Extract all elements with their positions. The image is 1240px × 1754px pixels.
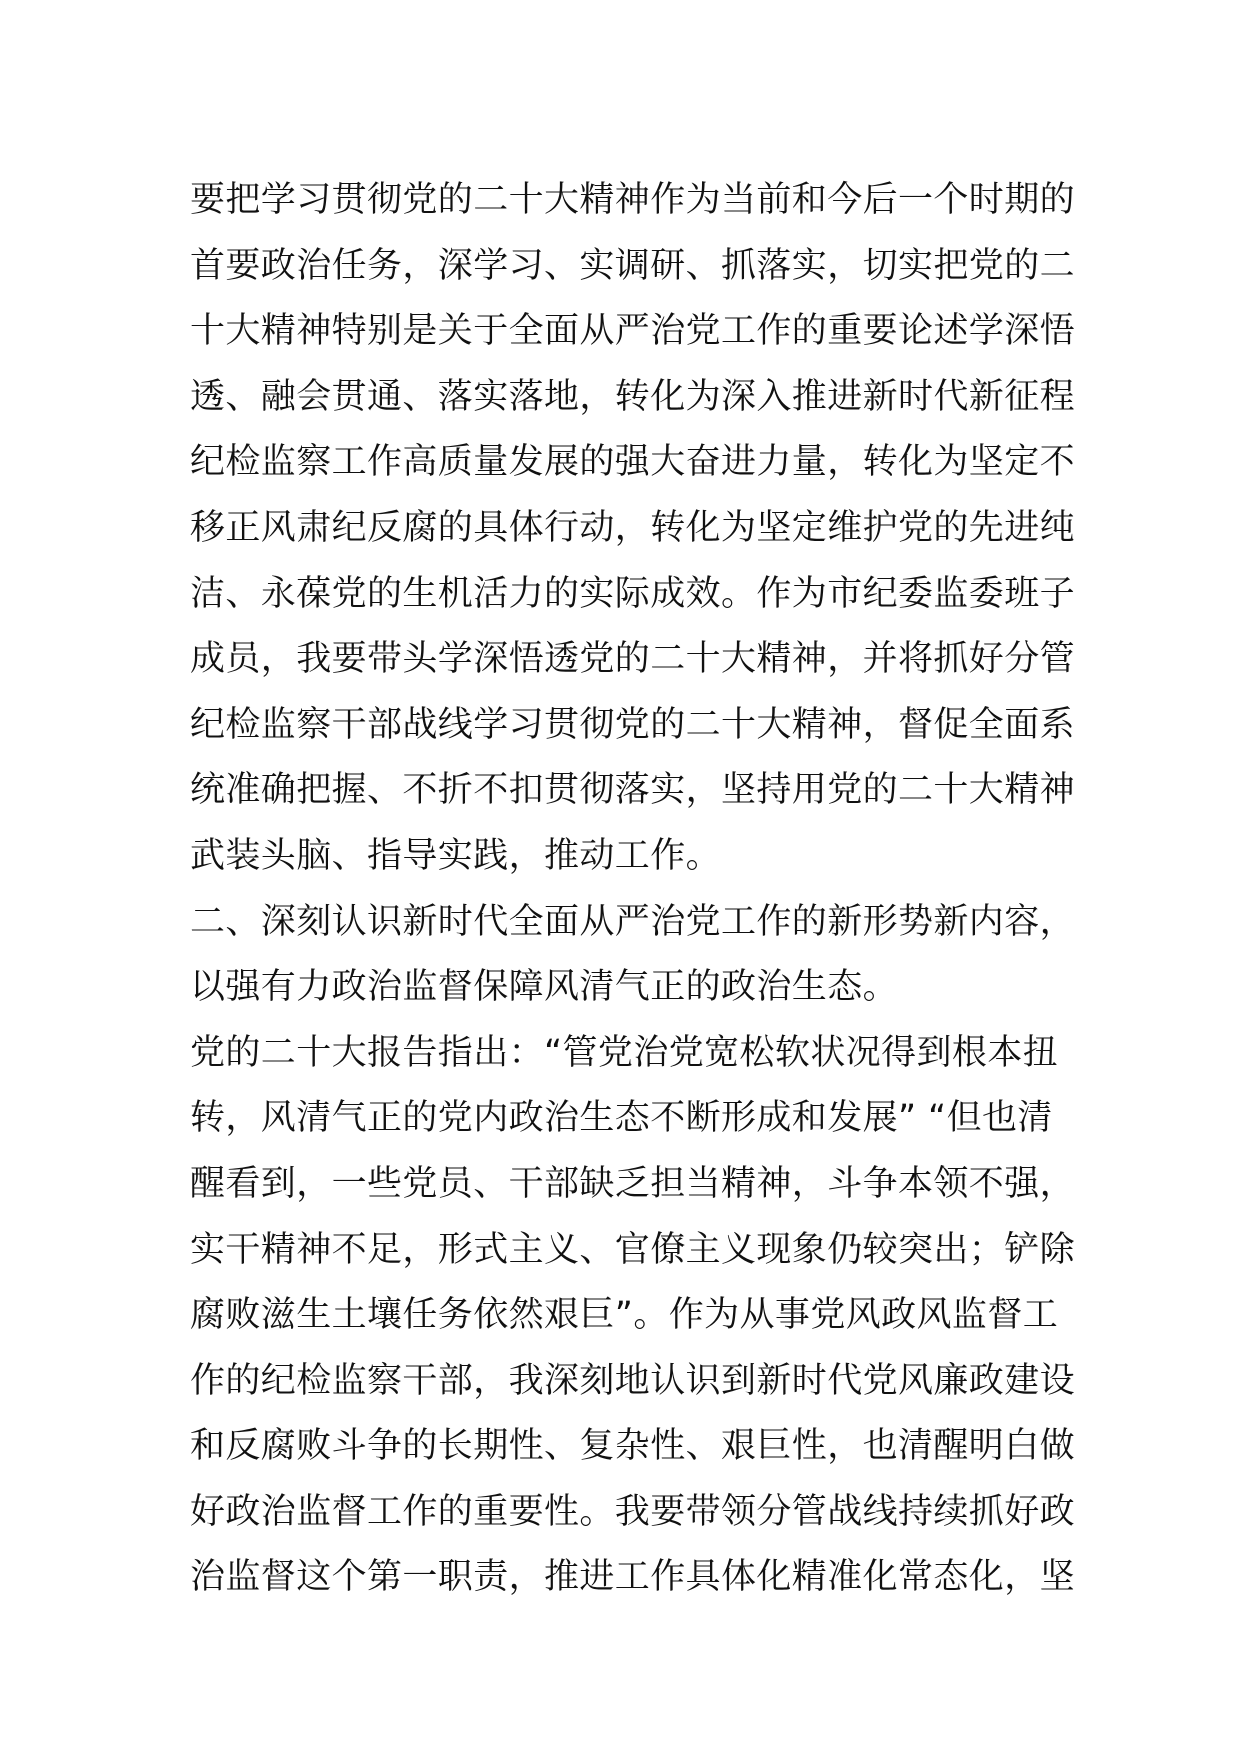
- text-line: 要把学习贯彻党的二十大精神作为当前和今后一个时期的: [190, 180, 1076, 220]
- text-line: 十大精神特别是关于全面从严治党工作的重要论述学深悟: [190, 311, 1076, 352]
- text-line: 转，风清气正的党内政治生态不断形成和发展” “但也清: [190, 1098, 1053, 1139]
- text-line: 透、融会贯通、落实落地，转化为深入推进新时代新征程: [190, 376, 1076, 417]
- section-heading-line: 二、深刻认识新时代全面从严治党工作的新形势新内容，: [190, 901, 1076, 942]
- text-line: 纪检监察干部战线学习贯彻党的二十大精神，督促全面系: [190, 704, 1076, 745]
- text-line: 党的二十大报告指出：“管党治党宽松软状况得到根本扭: [190, 1032, 1059, 1073]
- text-line: 移正风肃纪反腐的具体行动，转化为坚定维护党的先进纯: [190, 507, 1076, 548]
- text-line: 作的纪检监察干部，我深刻地认识到新时代党风廉政建设: [190, 1360, 1076, 1401]
- section-heading-line: 以强有力政治监督保障风清气正的政治生态。: [190, 967, 899, 1008]
- text-line: 和反腐败斗争的长期性、复杂性、艰巨性，也清醒明白做: [190, 1426, 1076, 1467]
- body-text: [190, 168, 1076, 1611]
- text-line: 纪检监察工作高质量发展的强大奋进力量，转化为坚定不: [190, 442, 1076, 483]
- text-line: 统准确把握、不折不扣贯彻落实，坚持用党的二十大精神: [190, 770, 1076, 811]
- text-line: 洁、永葆党的生机活力的实际成效。作为市纪委监委班子: [190, 573, 1076, 614]
- text-line: 好政治监督工作的重要性。我要带领分管战线持续抓好政: [190, 1491, 1076, 1532]
- text-line: 实干精神不足，形式主义、官僚主义现象仍较突出；铲除: [190, 1229, 1076, 1270]
- text-line: 武装头脑、指导实践，推动工作。: [190, 835, 722, 876]
- text-line: 成员，我要带头学深悟透党的二十大精神，并将抓好分管: [190, 639, 1076, 680]
- text-line: 腐败滋生土壤任务依然艰巨”。作为从事党风政风监督工: [190, 1295, 1059, 1336]
- text-line: 治监督这个第一职责，推进工作具体化精准化常态化，坚: [190, 1557, 1076, 1598]
- text-line: 首要政治任务，深学习、实调研、抓落实，切实把党的二: [190, 245, 1076, 286]
- text-line: 醒看到，一些党员、干部缺乏担当精神，斗争本领不强，: [190, 1163, 1076, 1204]
